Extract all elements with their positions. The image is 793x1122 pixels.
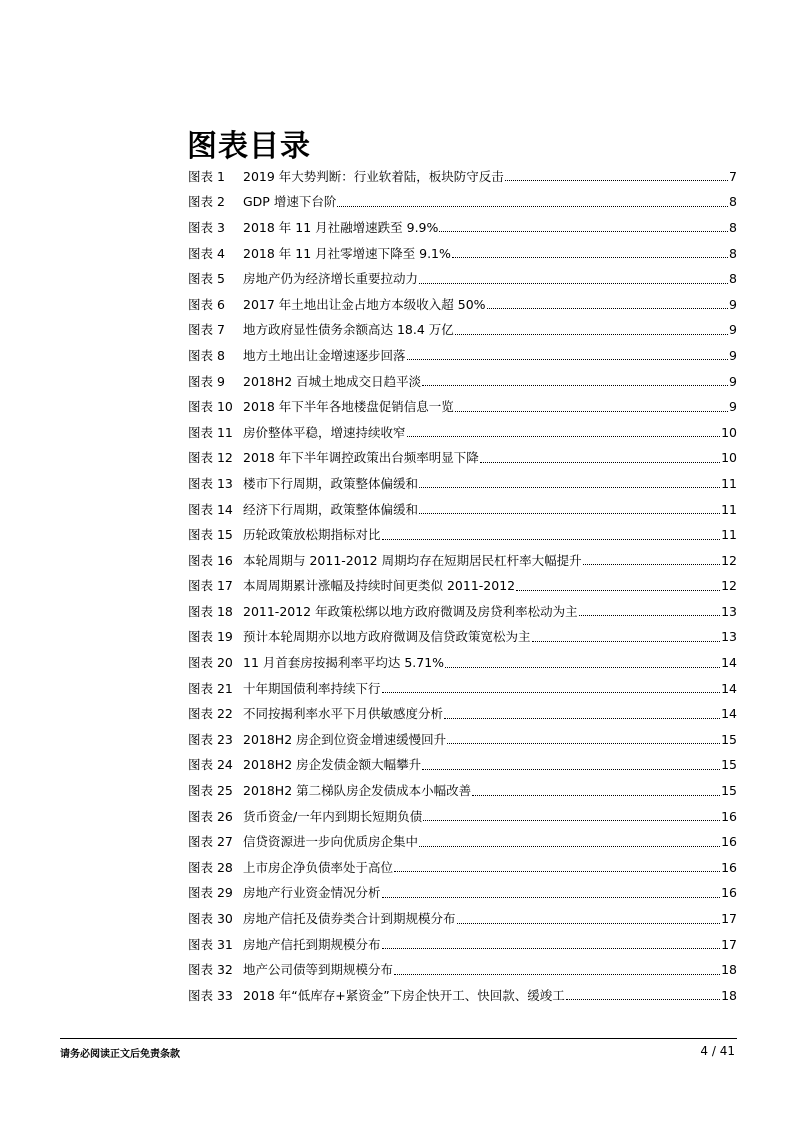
page-number[interactable]: 8	[729, 245, 737, 261]
dot-leader	[423, 820, 720, 821]
figure-title[interactable]: 2018 年“低库存+紧资金”下房企快开工、快回款、缓竣工	[243, 987, 565, 1003]
figure-label: 图表 5	[188, 271, 225, 287]
page-number[interactable]: 9	[729, 399, 737, 415]
page-number[interactable]: 11	[721, 527, 737, 543]
figure-title[interactable]: 2011-2012 年政策松绑以地方政府微调及房贷利率松动为主	[243, 603, 578, 619]
toc-entry[interactable]	[188, 906, 737, 932]
page-number[interactable]: 11	[721, 475, 737, 491]
figure-title[interactable]: 本轮周期与 2011-2012 周期均存在短期居民杠杆率大幅提升	[243, 552, 582, 568]
figure-label: 图表 28	[188, 859, 233, 875]
dot-leader	[445, 667, 720, 668]
toc-entry[interactable]	[188, 190, 737, 216]
dot-leader	[419, 513, 720, 514]
page-number[interactable]: 10	[721, 424, 737, 440]
figure-label: 图表 16	[188, 552, 233, 568]
dot-leader	[457, 923, 721, 924]
figure-title[interactable]: 货币资金/一年内到期长短期负债	[243, 808, 423, 824]
figure-label: 图表 23	[188, 731, 233, 747]
page-title: 图表目录	[187, 129, 311, 164]
figure-title[interactable]: 房地产仍为经济增长重要拉动力	[243, 271, 419, 287]
figure-title[interactable]: 房地产信托到期规模分布	[243, 936, 381, 952]
figure-label: 图表 29	[188, 885, 233, 901]
figure-label: 图表 8	[188, 347, 225, 363]
figure-label: 图表 19	[188, 629, 233, 645]
page-number[interactable]: 15	[721, 731, 737, 747]
toc-entry[interactable]	[188, 318, 737, 344]
dot-leader	[487, 308, 729, 309]
figure-title[interactable]: 历轮政策放松期指标对比	[243, 527, 381, 543]
page-number[interactable]: 15	[721, 783, 737, 799]
toc-entry[interactable]	[188, 599, 737, 625]
page-number[interactable]: 8	[729, 219, 737, 235]
figure-title[interactable]: 2018 年下半年各地楼盘促销信息一览	[243, 399, 454, 415]
page-number[interactable]: 16	[721, 808, 737, 824]
figure-label: 图表 15	[188, 527, 233, 543]
toc-entry[interactable]	[188, 343, 737, 369]
figure-label: 图表 24	[188, 757, 233, 773]
dot-leader	[566, 999, 720, 1000]
toc-entry[interactable]	[188, 292, 737, 318]
toc-entry[interactable]	[188, 548, 737, 574]
figure-title[interactable]: 2018 年 11 月社零增速下降至 9.1%	[243, 245, 451, 261]
toc-entry[interactable]	[188, 778, 737, 804]
dot-leader	[422, 385, 728, 386]
figure-label: 图表 10	[188, 399, 233, 415]
page-number[interactable]: 10	[721, 450, 737, 466]
toc-entry[interactable]	[188, 829, 737, 855]
page-number[interactable]: 8	[729, 194, 737, 210]
figure-label: 图表 11	[188, 424, 233, 440]
page-number[interactable]: 18	[721, 987, 737, 1003]
figure-title[interactable]: 不同按揭利率水平下月供敏感度分析	[243, 706, 444, 722]
figure-label: 图表 32	[188, 962, 233, 978]
figure-label: 图表 26	[188, 808, 233, 824]
page-number[interactable]: 18	[721, 962, 737, 978]
toc-entry[interactable]	[188, 676, 737, 702]
toc-entry[interactable]	[188, 446, 737, 472]
dot-leader	[472, 795, 720, 796]
toc-entry[interactable]	[188, 471, 737, 497]
footer-disclaimer: 请务必阅读正文后免责条款	[60, 1049, 180, 1060]
page-number[interactable]: 9	[729, 322, 737, 338]
page-number[interactable]: 15	[721, 757, 737, 773]
figure-title[interactable]: 上市房企净负债率处于高位	[243, 859, 394, 875]
figure-title[interactable]: 2018 年 11 月社融增速跌至 9.9%	[243, 219, 439, 235]
dot-leader	[419, 283, 728, 284]
toc-entry[interactable]	[188, 881, 737, 907]
toc-entry[interactable]	[188, 753, 737, 779]
page-number[interactable]: 17	[721, 936, 737, 952]
page-number[interactable]: 8	[729, 271, 737, 287]
dot-leader	[505, 180, 728, 181]
figure-label: 图表 25	[188, 783, 233, 799]
figure-title[interactable]: 2017 年土地出让金占地方本级收入超 50%	[243, 296, 486, 312]
dot-leader	[407, 359, 729, 360]
dot-leader	[419, 487, 720, 488]
figure-list	[188, 164, 737, 1009]
page-number[interactable]: 14	[721, 706, 737, 722]
footer-divider	[60, 1038, 737, 1039]
toc-entry[interactable]	[188, 241, 737, 267]
page-number[interactable]: 12	[721, 578, 737, 594]
dot-leader	[394, 974, 720, 975]
dot-leader	[452, 257, 728, 258]
figure-label: 图表 27	[188, 834, 233, 850]
toc-entry[interactable]	[188, 266, 737, 292]
figure-title[interactable]: 2018H2 房企发债金额大幅攀升	[243, 757, 422, 773]
figure-label: 图表 3	[188, 219, 225, 235]
figure-title[interactable]: 十年期国债利率持续下行	[243, 680, 381, 696]
figure-title[interactable]: 2019 年大势判断：行业软着陆，板块防守反击	[243, 168, 504, 184]
page-number[interactable]: 16	[721, 859, 737, 875]
figure-label: 图表 2	[188, 194, 225, 210]
page-number[interactable]: 16	[721, 834, 737, 850]
page-number[interactable]: 9	[729, 347, 737, 363]
toc-entry[interactable]	[188, 701, 737, 727]
page-number[interactable]: 13	[721, 629, 737, 645]
toc-entry[interactable]	[188, 164, 737, 190]
figure-title[interactable]: 房地产行业资金情况分析	[243, 885, 381, 901]
toc-entry[interactable]	[188, 574, 737, 600]
figure-title[interactable]: 本周周期累计涨幅及持续时间更类似 2011-2012	[243, 578, 516, 594]
page-number[interactable]: 17	[721, 911, 737, 927]
figure-label: 图表 9	[188, 373, 225, 389]
page-number[interactable]: 13	[721, 603, 737, 619]
figure-title[interactable]: 房价整体平稳，增速持续收窄	[243, 424, 406, 440]
dot-leader	[447, 743, 720, 744]
dot-leader	[444, 718, 720, 719]
figure-title[interactable]: 2018H2 第二梯队房企发债成本小幅改善	[243, 783, 472, 799]
dot-leader	[382, 948, 721, 949]
toc-entry[interactable]	[188, 522, 737, 548]
figure-label: 图表 6	[188, 296, 225, 312]
toc-entry[interactable]	[188, 650, 737, 676]
dot-leader	[455, 411, 728, 412]
figure-label: 图表 17	[188, 578, 233, 594]
figure-title[interactable]: 地方土地出让金增速逐步回落	[243, 347, 406, 363]
figure-label: 图表 22	[188, 706, 233, 722]
figure-title[interactable]: 地方政府显性债务余额高达 18.4 万亿	[243, 322, 454, 338]
page-number[interactable]: 14	[721, 655, 737, 671]
page-number[interactable]: 14	[721, 680, 737, 696]
dot-leader	[422, 769, 720, 770]
page-number[interactable]: 7	[729, 168, 737, 184]
dot-leader	[419, 846, 720, 847]
dot-leader	[455, 334, 728, 335]
toc-entry[interactable]	[188, 394, 737, 420]
page-number[interactable]: 12	[721, 552, 737, 568]
dot-leader	[583, 564, 721, 565]
figure-title[interactable]: 经济下行周期，政策整体偏缓和	[243, 501, 419, 517]
figure-label: 图表 7	[188, 322, 225, 338]
figure-title[interactable]: 11 月首套房按揭利率平均达 5.71%	[243, 655, 445, 671]
footer-page-number: 4 / 41	[700, 1044, 735, 1058]
dot-leader	[480, 462, 720, 463]
dot-leader	[394, 871, 720, 872]
dot-leader	[407, 436, 721, 437]
toc-entry[interactable]	[188, 855, 737, 881]
toc-entry[interactable]	[188, 932, 737, 958]
dot-leader	[382, 539, 721, 540]
toc-entry[interactable]	[188, 983, 737, 1009]
figure-label: 图表 20	[188, 655, 233, 671]
toc-entry[interactable]	[188, 215, 737, 241]
figure-label: 图表 4	[188, 245, 225, 261]
dot-leader	[516, 590, 720, 591]
figure-label: 图表 31	[188, 936, 233, 952]
figure-label: 图表 13	[188, 475, 233, 491]
figure-title[interactable]: 2018 年下半年调控政策出台频率明显下降	[243, 450, 479, 466]
page-number[interactable]: 16	[721, 885, 737, 901]
figure-label: 图表 30	[188, 911, 233, 927]
figure-label: 图表 21	[188, 680, 233, 696]
page-number[interactable]: 9	[729, 296, 737, 312]
dot-leader	[439, 231, 728, 232]
figure-title[interactable]: 楼市下行周期，政策整体偏缓和	[243, 475, 419, 491]
figure-label: 图表 12	[188, 450, 233, 466]
figure-label: 图表 14	[188, 501, 233, 517]
toc-entry[interactable]	[188, 369, 737, 395]
figure-title[interactable]: GDP 增速下台阶	[243, 194, 337, 210]
dot-leader	[337, 206, 728, 207]
dot-leader	[579, 615, 720, 616]
page-number[interactable]: 11	[721, 501, 737, 517]
dot-leader	[382, 692, 721, 693]
figure-label: 图表 33	[188, 987, 233, 1003]
toc-entry[interactable]	[188, 625, 737, 651]
toc-entry[interactable]	[188, 497, 737, 523]
figure-title[interactable]: 预计本轮周期亦以地方政府微调及信贷政策宽松为主	[243, 629, 531, 645]
figure-label: 图表 18	[188, 603, 233, 619]
figure-title[interactable]: 地产公司债等到期规模分布	[243, 962, 394, 978]
figure-title[interactable]: 2018H2 百城土地成交日趋平淡	[243, 373, 422, 389]
toc-entry[interactable]	[188, 420, 737, 446]
toc-entry[interactable]	[188, 727, 737, 753]
figure-title[interactable]: 2018H2 房企到位资金增速缓慢回升	[243, 731, 447, 747]
figure-label: 图表 1	[188, 168, 225, 184]
toc-entry[interactable]	[188, 957, 737, 983]
dot-leader	[532, 641, 721, 642]
figure-title[interactable]: 信贷资源进一步向优质房企集中	[243, 834, 419, 850]
page-number[interactable]: 9	[729, 373, 737, 389]
toc-entry[interactable]	[188, 804, 737, 830]
figure-title[interactable]: 房地产信托及债券类合计到期规模分布	[243, 911, 456, 927]
dot-leader	[382, 897, 721, 898]
